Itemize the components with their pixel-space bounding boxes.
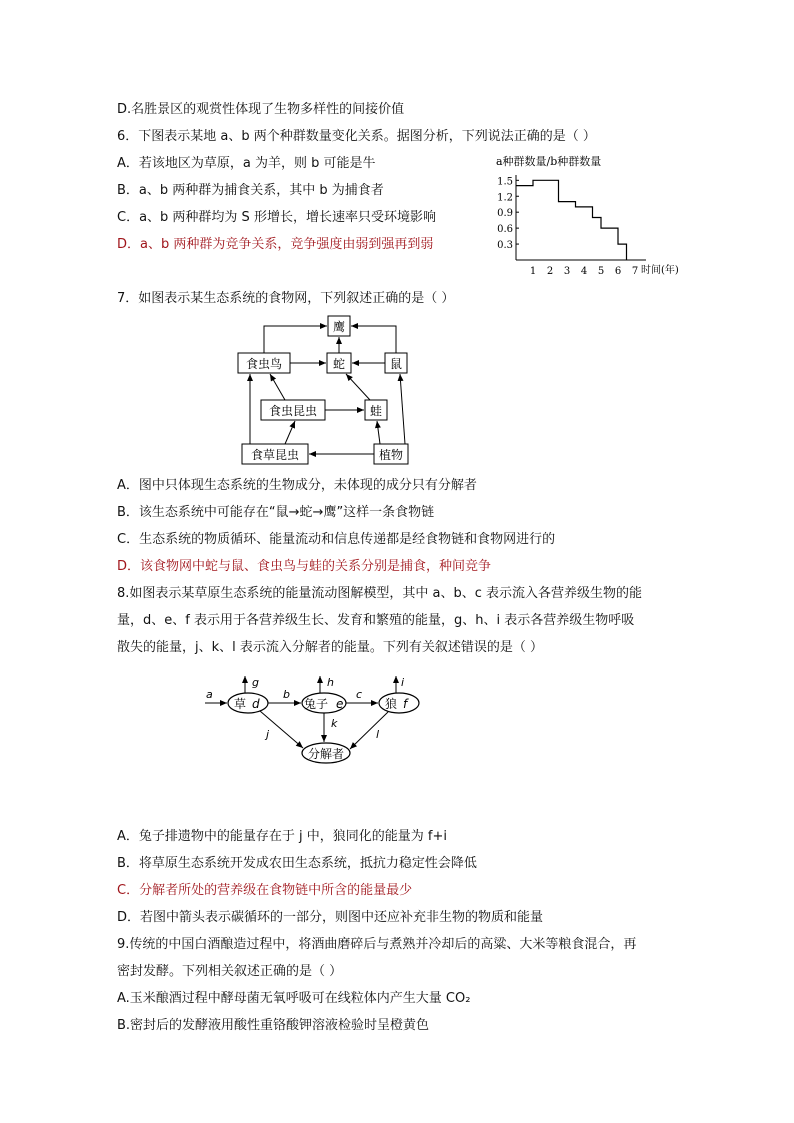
label-a: a [206, 688, 213, 701]
energy-flow-diagram [200, 672, 440, 772]
x-tick-label: 7 [631, 266, 639, 277]
q7-stem: 7．如图表示某生态系统的食物网，下列叙述正确的是（ ） [117, 291, 455, 306]
node-insectivorous-bird: 食虫鸟 [245, 357, 283, 371]
node-frog: 蛙 [369, 404, 383, 418]
x-tick-label: 3 [563, 266, 571, 277]
y-tick-label: 0.6 [497, 224, 513, 236]
population-ratio-chart [486, 150, 696, 280]
q9-option-b: B.密封后的发酵液用酸性重铬酸钾溶液检验时呈橙黄色 [117, 1018, 430, 1033]
q8-option-c: C．分解者所处的营养级在食物链中所含的能量最少 [117, 883, 413, 898]
node-wolf: 狼 [385, 697, 398, 711]
y-tick-label: 1.2 [497, 192, 513, 204]
q9-option-a: A.玉米酿酒过程中酵母菌无氧呼吸可在线粒体内产生大量 CO₂ [117, 991, 471, 1006]
q7-option-c: C．生态系统的物质循环、能量流动和信息传递都是经食物链和食物网进行的 [117, 532, 556, 547]
x-tick-label: 4 [580, 266, 588, 277]
x-axis-label: 时间(年) [641, 265, 679, 276]
q8-stem-line3: 散失的能量，j、k、l 表示流入分解者的能量。下列有关叙述错误的是（ ） [117, 640, 544, 655]
q9-stem-line2: 密封发酵。下列相关叙述正确的是（ ） [117, 964, 343, 979]
node-herbivorous-insect: 食草昆虫 [250, 448, 300, 462]
y-tick-label: 0.3 [497, 240, 513, 252]
q6-option-a: A．若该地区为草原，a 为羊，则 b 可能是牛 [117, 156, 376, 171]
q8-option-d: D．若图中箭头表示碳循环的一部分，则图中还应补充非生物的物质和能量 [117, 910, 544, 925]
q8-option-b: B．将草原生态系统开发成农田生态系统，抵抗力稳定性会降低 [117, 856, 477, 871]
label-l: l [376, 728, 380, 741]
q9-stem-line1: 9.传统的中国白酒酿造过程中，将酒曲磨碎后与煮熟并冷却后的高粱、大米等粮食混合，再 [117, 937, 637, 952]
q7-option-b: B．该生态系统中可能存在“鼠→蛇→鹰”这样一条食物链 [117, 505, 435, 520]
node-insectivorous-insect: 食虫昆虫 [268, 404, 318, 418]
q6-option-c: C．a、b 两种群均为 S 形增长，增长速率只受环境影响 [117, 210, 436, 225]
label-k: k [331, 717, 338, 730]
q6-stem: 6．下图表示某地 a、b 两个种群数量变化关系。据图分析，下列说法正确的是（ ） [117, 129, 596, 144]
label-j: j [266, 728, 270, 741]
q6-option-b: B．a、b 两种群为捕食关系，其中 b 为捕食者 [117, 183, 384, 198]
node-snake: 蛇 [332, 357, 346, 371]
y-tick-label: 1.5 [497, 176, 513, 188]
q7-option-a: A．图中只体现生态系统的生物成分，未体现的成分只有分解者 [117, 478, 477, 493]
q6-option-d: D．a、b 两种群为竞争关系，竞争强度由弱到强再到弱 [117, 237, 434, 252]
node-eagle: 鹰 [332, 320, 346, 334]
node-rabbit: 兔子 [304, 697, 329, 711]
q5-option-d: D.名胜景区的观赏性体现了生物多样性的间接价值 [117, 102, 405, 117]
x-tick-label: 5 [597, 266, 605, 277]
food-web-diagram [230, 310, 430, 470]
label-g: g [252, 676, 259, 689]
label-h: h [327, 676, 334, 689]
label-b: b [283, 688, 290, 701]
q8-option-a: A．兔子排遗物中的能量存在于 j 中，狼同化的能量为 f+i [117, 829, 447, 844]
x-tick-label: 1 [529, 266, 537, 277]
chart-title: a种群数量/b种群数量 [496, 155, 602, 168]
node-mouse: 鼠 [389, 357, 403, 371]
series-line [516, 180, 627, 260]
label-c: c [356, 688, 363, 701]
y-tick-label: 0.9 [497, 208, 513, 220]
label-d: d [252, 697, 260, 711]
q8-stem-line1: 8.如图表示某草原生态系统的能量流动图解模型，其中 a、b、c 表示流入各营养级生物的能 [117, 586, 643, 601]
q8-stem-line2: 量，d、e、f 表示用于各营养级生长、发育和繁殖的能量，g、h、i 表示各营养级生物呼吸 [117, 613, 635, 628]
node-grass: 草 [234, 697, 247, 711]
label-i: i [401, 676, 405, 689]
node-plant: 植物 [378, 448, 404, 462]
label-f: f [403, 697, 408, 711]
label-e: e [336, 697, 344, 711]
node-decomposer: 分解者 [308, 747, 345, 761]
x-tick-label: 6 [614, 266, 622, 277]
q7-option-d: D．该食物网中蛇与鼠、食虫鸟与蛙的关系分别是捕食，种间竞争 [117, 559, 492, 574]
x-tick-label: 2 [546, 266, 554, 277]
